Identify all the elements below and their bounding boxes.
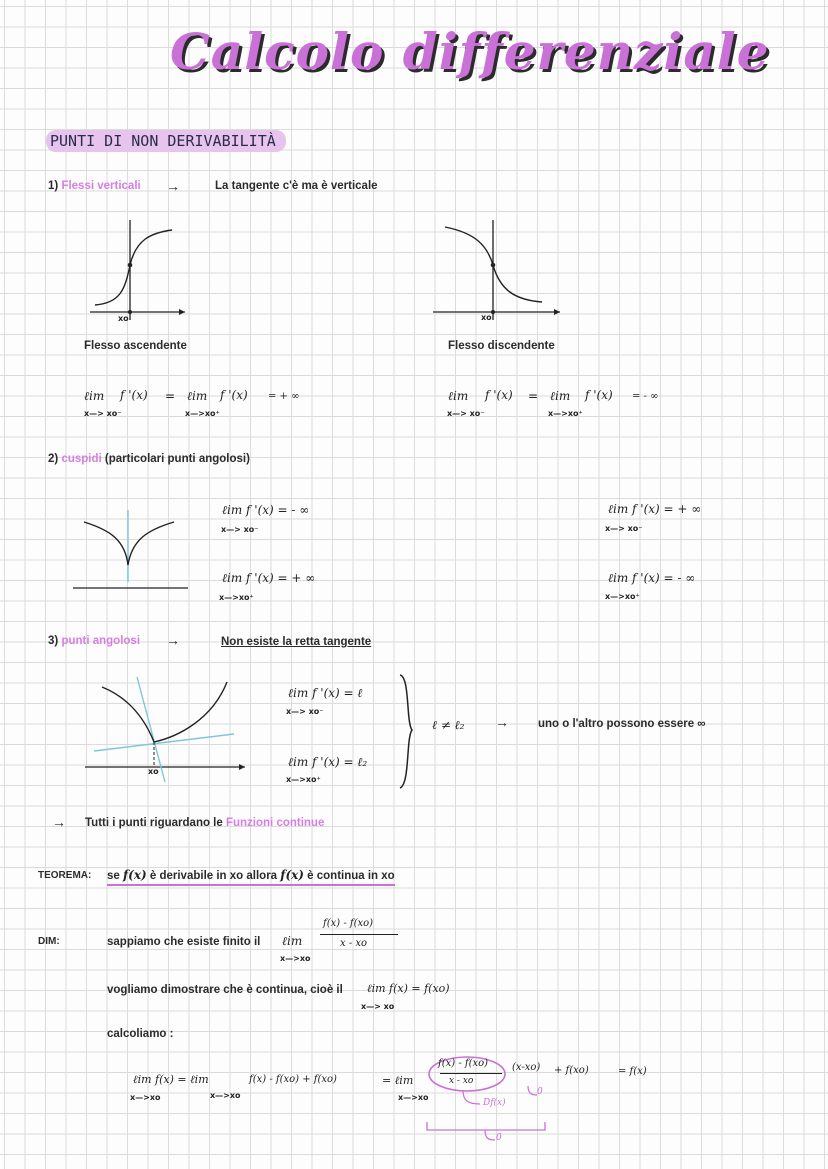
- angoloso-top-sub: x—> xo⁻: [286, 707, 324, 716]
- cuspide-left-top-expr: ℓim f '(x) = - ∞: [222, 503, 310, 517]
- calc-b: f(x) - f(xo) + f(xo): [249, 1074, 337, 1085]
- dim-line1-num: f(x) - f(xo): [323, 918, 374, 929]
- dim-line1-sub: x—>xo: [280, 954, 311, 963]
- cuspide-left-bottom-expr: ℓim f '(x) = + ∞: [222, 571, 316, 585]
- note-df: Df(x): [483, 1098, 506, 1108]
- asc-lim: ℓim: [84, 389, 105, 403]
- desc-sub-left: x—> xo⁻: [447, 409, 485, 418]
- cuspide-graph: [70, 510, 190, 595]
- note-0: 0: [537, 1087, 543, 1097]
- cuspidi-rest: (particolari punti angolosi): [104, 453, 250, 465]
- arrow-icon: →: [52, 814, 66, 830]
- asc-sub-right: x—>xo⁺: [185, 409, 220, 418]
- dim-line1-lim: ℓim: [282, 934, 303, 948]
- teorema-f1: f(x): [123, 868, 147, 882]
- calc-fraction-bar: [440, 1073, 502, 1074]
- cuspide-left-bottom-sub: x—>xo⁺: [219, 593, 254, 602]
- annotation-marks: [425, 1078, 555, 1140]
- note-0b: 0: [496, 1133, 502, 1143]
- angolosi-label: punti angolosi: [61, 635, 141, 647]
- dim-label: DIM:: [38, 936, 60, 947]
- cuspide-right-bottom-expr: ℓim f '(x) = - ∞: [608, 571, 696, 585]
- desc-sub-right: x—>xo⁺: [548, 409, 583, 418]
- dim-line1-den: x - xo: [340, 938, 368, 949]
- cuspidi-heading: [48, 453, 250, 465]
- dim-line2: vogliamo dimostrare che è continua, cioè il: [107, 984, 343, 996]
- asc-result: = + ∞: [268, 391, 300, 402]
- neq-expr: ℓ ≠ ℓ₂: [432, 718, 465, 732]
- note-highlight: Funzioni continue: [225, 817, 325, 829]
- asc-lim2: ℓim: [187, 389, 208, 403]
- calc-c: = ℓim: [382, 1074, 414, 1087]
- angoloso-top-expr: ℓim f '(x) = ℓ: [288, 686, 363, 700]
- dim-line1: sappiamo che esiste finito il: [107, 936, 261, 948]
- flesso-ascendente-graph: [80, 215, 190, 325]
- page-title: Calcolo differenziale: [170, 22, 770, 81]
- desc-eq: =: [528, 389, 539, 403]
- dim-line2-expr: ℓim f(x) = f(xo): [367, 982, 450, 995]
- asc-f: f '(x): [120, 388, 148, 402]
- note-prefix: Tutti i punti riguardano le: [85, 817, 223, 829]
- asc-f2: f '(x): [220, 388, 248, 402]
- desc-lim: ℓim: [448, 389, 469, 403]
- flessi-label: Flessi verticali: [61, 180, 141, 192]
- teorema-part1: se: [107, 870, 120, 882]
- desc-result: = - ∞: [632, 391, 659, 402]
- flessi-heading: [48, 180, 141, 192]
- asc-eq: =: [165, 389, 176, 403]
- xo-label-2: xo: [481, 313, 492, 322]
- calc-mult: (x-xo): [512, 1062, 541, 1073]
- brace-icon: [396, 672, 416, 792]
- cuspide-left-top-sub: x—> xo⁻: [221, 525, 259, 534]
- angoloso-bottom-sub: x—>xo⁺: [286, 775, 321, 784]
- arrow-icon: →: [166, 178, 180, 194]
- xo-label-3: xo: [148, 767, 159, 776]
- angolosi-description: Non esiste la retta tangente: [221, 636, 372, 648]
- calc-plus: + f(xo): [554, 1065, 589, 1076]
- flesso-ascendente-caption: Flesso ascendente: [84, 340, 187, 352]
- dim-line3: calcoliamo :: [107, 1028, 174, 1040]
- teorema-f2: f(x): [280, 868, 304, 882]
- cuspide-right-top-expr: ℓim f '(x) = + ∞: [608, 502, 702, 516]
- desc-lim2: ℓim: [550, 389, 571, 403]
- section-title: PUNTI DI NON DERIVABILITÀ: [46, 130, 286, 152]
- flesso-discendente-caption: Flesso discendente: [448, 340, 555, 352]
- fraction-bar: [320, 934, 398, 935]
- cuspide-right-bottom-sub: x—>xo⁺: [605, 592, 640, 601]
- cuspidi-number: 2): [48, 453, 59, 465]
- angoloso-bottom-expr: ℓim f '(x) = ℓ₂: [288, 755, 368, 769]
- calc-a-sub2: x—>xo: [210, 1091, 241, 1100]
- punto-angoloso-graph: [82, 672, 252, 787]
- teorema-label: TEOREMA:: [38, 870, 92, 881]
- calc-a: ℓim f(x) = ℓim: [133, 1073, 209, 1086]
- calc-c-sub: x—>xo: [398, 1093, 429, 1102]
- xo-label: xo: [118, 314, 129, 323]
- asc-sub-left: x—> xo⁻: [84, 409, 122, 418]
- calc-res: = f(x): [618, 1066, 647, 1077]
- calc-num: f(x) - f(xo): [438, 1058, 489, 1069]
- flessi-number: 1): [48, 180, 59, 192]
- note: [85, 817, 324, 829]
- desc-f: f '(x): [485, 388, 513, 402]
- dim-line2-sub: x—> xo: [361, 1002, 395, 1011]
- cuspide-right-top-sub: x—> xo⁻: [605, 524, 643, 533]
- angolosi-number: 3): [48, 635, 59, 647]
- teorema-part3: è continua in xo: [307, 870, 395, 882]
- desc-f2: f '(x): [585, 388, 613, 402]
- teorema-statement: [107, 868, 395, 886]
- angolosi-heading: [48, 635, 140, 647]
- calc-den: x - xo: [449, 1076, 474, 1086]
- angolosi-conclusion: uno o l'altro possono essere ∞: [538, 718, 706, 730]
- arrow-icon: →: [495, 714, 509, 730]
- flesso-discendente-graph: [430, 215, 570, 325]
- flessi-description: La tangente c'è ma è verticale: [215, 180, 378, 192]
- arrow-icon: →: [166, 632, 180, 648]
- teorema-part2: è derivabile in xo allora: [149, 870, 278, 882]
- cuspidi-label: cuspidi: [61, 453, 102, 465]
- calc-a-sub1: x—>xo: [130, 1093, 161, 1102]
